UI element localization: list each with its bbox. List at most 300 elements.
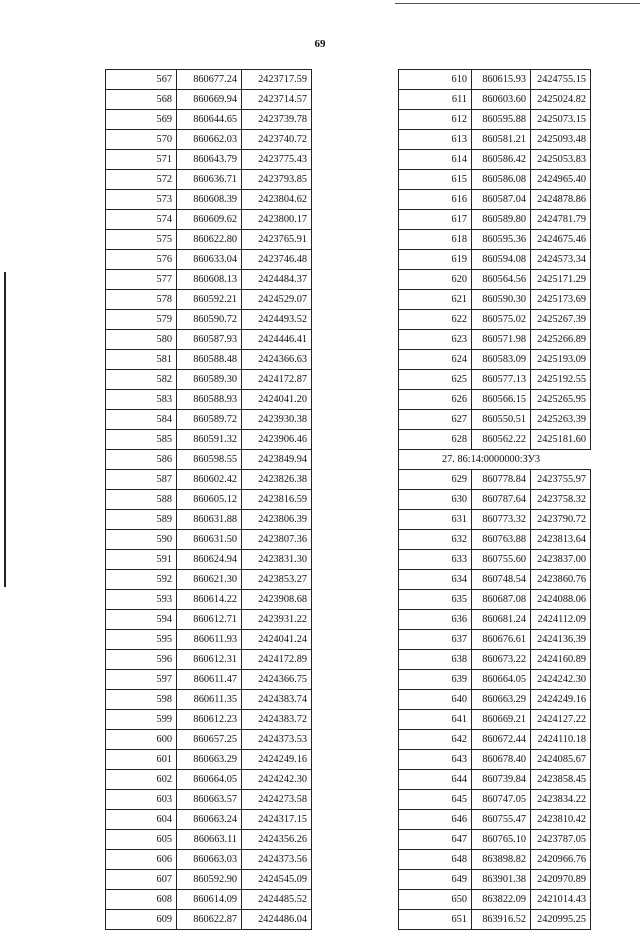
x-coordinate-cell: 860673.22 (472, 650, 531, 670)
x-coordinate-cell: 860636.71 (177, 170, 242, 190)
table-row (106, 730, 312, 750)
header-rule (395, 3, 640, 4)
point-number-cell: 629 (399, 470, 472, 490)
x-coordinate-cell: 860608.39 (177, 190, 242, 210)
y-coordinate-cell: 2423816.59 (242, 490, 312, 510)
table-row (399, 170, 591, 190)
table-row (106, 290, 312, 310)
x-coordinate-cell: 860586.08 (472, 170, 531, 190)
x-coordinate-cell: 860589.80 (472, 210, 531, 230)
x-coordinate-cell: 860681.24 (472, 610, 531, 630)
y-coordinate-cell: 2424127.22 (531, 710, 591, 730)
point-number-cell: 624 (399, 350, 472, 370)
y-coordinate-cell: 2423790.72 (531, 510, 591, 530)
table-row (106, 830, 312, 850)
point-number-cell: 633 (399, 550, 472, 570)
y-coordinate-cell: 2424755.15 (531, 70, 591, 90)
point-number-cell: 584 (106, 410, 177, 430)
point-number-cell: 574 (106, 210, 177, 230)
x-coordinate-cell: 860644.65 (177, 110, 242, 130)
x-coordinate-cell: 860583.09 (472, 350, 531, 370)
y-coordinate-cell: 2425024.82 (531, 90, 591, 110)
table-row (399, 270, 591, 290)
y-coordinate-cell: 2423739.78 (242, 110, 312, 130)
y-coordinate-cell: 2423714.57 (242, 90, 312, 110)
y-coordinate-cell: 2425267.39 (531, 310, 591, 330)
y-coordinate-cell: 2424242.30 (242, 770, 312, 790)
y-coordinate-cell: 2424136.39 (531, 630, 591, 650)
x-coordinate-cell: 860663.57 (177, 790, 242, 810)
x-coordinate-cell: 860588.93 (177, 390, 242, 410)
point-number-cell: 648 (399, 850, 472, 870)
x-coordinate-cell: 860687.08 (472, 590, 531, 610)
x-coordinate-cell: 860778.84 (472, 470, 531, 490)
table-row (399, 250, 591, 270)
x-coordinate-cell: 860602.42 (177, 470, 242, 490)
x-coordinate-cell: 860595.88 (472, 110, 531, 130)
section-label: 27. 86:14:0000000:ЗУ3 (399, 450, 591, 470)
point-number-cell: 576 (106, 250, 177, 270)
point-number-cell: 597 (106, 670, 177, 690)
x-coordinate-cell: 860676.61 (472, 630, 531, 650)
x-coordinate-cell: 860755.60 (472, 550, 531, 570)
table-row (399, 750, 591, 770)
point-number-cell: 646 (399, 810, 472, 830)
y-coordinate-cell: 2423906.46 (242, 430, 312, 450)
point-number-cell: 578 (106, 290, 177, 310)
y-coordinate-cell: 2423804.62 (242, 190, 312, 210)
y-coordinate-cell: 2424273.58 (242, 790, 312, 810)
point-number-cell: 615 (399, 170, 472, 190)
y-coordinate-cell: 2423853.27 (242, 570, 312, 590)
y-coordinate-cell: 2423740.72 (242, 130, 312, 150)
table-row (106, 110, 312, 130)
y-coordinate-cell: 2424242.30 (531, 670, 591, 690)
y-coordinate-cell: 2424675.46 (531, 230, 591, 250)
point-number-cell: 587 (106, 470, 177, 490)
coordinates-table-left-body (106, 70, 312, 930)
x-coordinate-cell: 860678.40 (472, 750, 531, 770)
section-header-row (399, 450, 591, 470)
point-number-cell: 636 (399, 610, 472, 630)
point-number-cell: 601 (106, 750, 177, 770)
table-row (106, 850, 312, 870)
x-coordinate-cell: 860624.94 (177, 550, 242, 570)
point-number-cell: 631 (399, 510, 472, 530)
y-coordinate-cell: 2424373.53 (242, 730, 312, 750)
y-coordinate-cell: 2425263.39 (531, 410, 591, 430)
point-number-cell: 589 (106, 510, 177, 530)
point-number-cell: 651 (399, 910, 472, 930)
table-row (106, 350, 312, 370)
x-coordinate-cell: 860611.93 (177, 630, 242, 650)
y-coordinate-cell: 2423931.22 (242, 610, 312, 630)
y-coordinate-cell: 2423837.00 (531, 550, 591, 570)
point-number-cell: 643 (399, 750, 472, 770)
point-number-cell: 611 (399, 90, 472, 110)
point-number-cell: 612 (399, 110, 472, 130)
table-row (399, 830, 591, 850)
table-row (399, 330, 591, 350)
table-row (399, 350, 591, 370)
point-number-cell: 581 (106, 350, 177, 370)
x-coordinate-cell: 860592.21 (177, 290, 242, 310)
margin-mark (4, 272, 6, 587)
y-coordinate-cell: 2423758.32 (531, 490, 591, 510)
x-coordinate-cell: 860612.31 (177, 650, 242, 670)
point-number-cell: 568 (106, 90, 177, 110)
table-row (106, 790, 312, 810)
table-row (106, 610, 312, 630)
x-coordinate-cell: 860669.94 (177, 90, 242, 110)
table-row (106, 690, 312, 710)
y-coordinate-cell: 2423746.48 (242, 250, 312, 270)
point-number-cell: 649 (399, 870, 472, 890)
y-coordinate-cell: 2425265.95 (531, 390, 591, 410)
table-row (106, 890, 312, 910)
table-row (106, 270, 312, 290)
table-row (399, 690, 591, 710)
y-coordinate-cell: 2424373.56 (242, 850, 312, 870)
x-coordinate-cell: 860631.88 (177, 510, 242, 530)
y-coordinate-cell: 2423765.91 (242, 230, 312, 250)
table-row (399, 530, 591, 550)
y-coordinate-cell: 2424485.52 (242, 890, 312, 910)
point-number-cell: 595 (106, 630, 177, 650)
point-number-cell: 622 (399, 310, 472, 330)
y-coordinate-cell: 2425093.48 (531, 130, 591, 150)
table-row (399, 870, 591, 890)
point-number-cell: 593 (106, 590, 177, 610)
table-row (399, 610, 591, 630)
point-number-cell: 580 (106, 330, 177, 350)
x-coordinate-cell: 860611.35 (177, 690, 242, 710)
point-number-cell: 647 (399, 830, 472, 850)
y-coordinate-cell: 2425266.89 (531, 330, 591, 350)
y-coordinate-cell: 2424172.89 (242, 650, 312, 670)
y-coordinate-cell: 2424356.26 (242, 830, 312, 850)
y-coordinate-cell: 2420966.76 (531, 850, 591, 870)
coordinates-table-left (105, 69, 312, 930)
table-row (399, 810, 591, 830)
table-row (399, 730, 591, 750)
table-row (399, 70, 591, 90)
table-row (106, 870, 312, 890)
x-coordinate-cell: 860677.24 (177, 70, 242, 90)
table-row (399, 670, 591, 690)
x-coordinate-cell: 860765.10 (472, 830, 531, 850)
x-coordinate-cell: 860571.98 (472, 330, 531, 350)
x-coordinate-cell: 860598.55 (177, 450, 242, 470)
point-number-cell: 607 (106, 870, 177, 890)
y-coordinate-cell: 2424085.67 (531, 750, 591, 770)
x-coordinate-cell: 860564.56 (472, 270, 531, 290)
x-coordinate-cell: 863822.09 (472, 890, 531, 910)
y-coordinate-cell: 2424112.09 (531, 610, 591, 630)
y-coordinate-cell: 2423775.43 (242, 150, 312, 170)
table-row (106, 210, 312, 230)
point-number-cell: 626 (399, 390, 472, 410)
point-number-cell: 572 (106, 170, 177, 190)
point-number-cell: 614 (399, 150, 472, 170)
x-coordinate-cell: 860663.03 (177, 850, 242, 870)
y-coordinate-cell: 2424446.41 (242, 330, 312, 350)
y-coordinate-cell: 2423800.17 (242, 210, 312, 230)
x-coordinate-cell: 860589.30 (177, 370, 242, 390)
table-row (106, 750, 312, 770)
y-coordinate-cell: 2423908.68 (242, 590, 312, 610)
table-row (399, 770, 591, 790)
y-coordinate-cell: 2425192.55 (531, 370, 591, 390)
point-number-cell: 608 (106, 890, 177, 910)
table-row (399, 590, 591, 610)
x-coordinate-cell: 863901.38 (472, 870, 531, 890)
y-coordinate-cell: 2425053.83 (531, 150, 591, 170)
x-coordinate-cell: 860615.93 (472, 70, 531, 90)
table-row (106, 590, 312, 610)
y-coordinate-cell: 2424088.06 (531, 590, 591, 610)
table-row (399, 110, 591, 130)
point-number-cell: 592 (106, 570, 177, 590)
y-coordinate-cell: 2423813.64 (531, 530, 591, 550)
x-coordinate-cell: 860605.12 (177, 490, 242, 510)
x-coordinate-cell: 860657.25 (177, 730, 242, 750)
table-row (106, 630, 312, 650)
x-coordinate-cell: 860669.21 (472, 710, 531, 730)
table-row (399, 430, 591, 450)
table-row (106, 370, 312, 390)
y-coordinate-cell: 2423849.94 (242, 450, 312, 470)
point-number-cell: 606 (106, 850, 177, 870)
point-number-cell: 575 (106, 230, 177, 250)
y-coordinate-cell: 2423834.22 (531, 790, 591, 810)
x-coordinate-cell: 860614.09 (177, 890, 242, 910)
coordinates-table-right-body (399, 70, 591, 930)
y-coordinate-cell: 2424317.15 (242, 810, 312, 830)
x-coordinate-cell: 860663.29 (472, 690, 531, 710)
table-row (106, 570, 312, 590)
y-coordinate-cell: 2424383.72 (242, 710, 312, 730)
table-row (106, 470, 312, 490)
table-row (106, 90, 312, 110)
x-coordinate-cell: 860592.90 (177, 870, 242, 890)
x-coordinate-cell: 860562.22 (472, 430, 531, 450)
table-row (106, 150, 312, 170)
point-number-cell: 598 (106, 690, 177, 710)
point-number-cell: 604 (106, 810, 177, 830)
point-number-cell: 602 (106, 770, 177, 790)
table-row (106, 650, 312, 670)
x-coordinate-cell: 860594.08 (472, 250, 531, 270)
table-row (106, 410, 312, 430)
x-coordinate-cell: 863916.52 (472, 910, 531, 930)
table-row (106, 550, 312, 570)
x-coordinate-cell: 860566.15 (472, 390, 531, 410)
point-number-cell: 619 (399, 250, 472, 270)
y-coordinate-cell: 2423787.05 (531, 830, 591, 850)
x-coordinate-cell: 860611.47 (177, 670, 242, 690)
x-coordinate-cell: 860608.13 (177, 270, 242, 290)
x-coordinate-cell: 860591.32 (177, 430, 242, 450)
x-coordinate-cell: 860614.22 (177, 590, 242, 610)
coordinates-table-right (398, 69, 591, 930)
point-number-cell: 609 (106, 910, 177, 930)
y-coordinate-cell: 2420970.89 (531, 870, 591, 890)
point-number-cell: 637 (399, 630, 472, 650)
x-coordinate-cell: 860590.72 (177, 310, 242, 330)
y-coordinate-cell: 2424529.07 (242, 290, 312, 310)
y-coordinate-cell: 2424573.34 (531, 250, 591, 270)
y-coordinate-cell: 2423717.59 (242, 70, 312, 90)
point-number-cell: 628 (399, 430, 472, 450)
point-number-cell: 596 (106, 650, 177, 670)
y-coordinate-cell: 2424366.63 (242, 350, 312, 370)
table-row (106, 710, 312, 730)
point-number-cell: 610 (399, 70, 472, 90)
point-number-cell: 583 (106, 390, 177, 410)
x-coordinate-cell: 860663.24 (177, 810, 242, 830)
y-coordinate-cell: 2424545.09 (242, 870, 312, 890)
table-row (106, 250, 312, 270)
y-coordinate-cell: 2424484.37 (242, 270, 312, 290)
y-coordinate-cell: 2423793.85 (242, 170, 312, 190)
point-number-cell: 600 (106, 730, 177, 750)
table-row (106, 170, 312, 190)
x-coordinate-cell: 860664.05 (472, 670, 531, 690)
table-row (106, 130, 312, 150)
table-row (399, 710, 591, 730)
table-row (399, 390, 591, 410)
point-number-cell: 603 (106, 790, 177, 810)
point-number-cell: 644 (399, 770, 472, 790)
point-number-cell: 590 (106, 530, 177, 550)
table-row (106, 190, 312, 210)
point-number-cell: 586 (106, 450, 177, 470)
point-number-cell: 621 (399, 290, 472, 310)
x-coordinate-cell: 860587.04 (472, 190, 531, 210)
y-coordinate-cell: 2420995.25 (531, 910, 591, 930)
y-coordinate-cell: 2423858.45 (531, 770, 591, 790)
table-row (106, 530, 312, 550)
x-coordinate-cell: 860633.04 (177, 250, 242, 270)
x-coordinate-cell: 860603.60 (472, 90, 531, 110)
y-coordinate-cell: 2424249.16 (242, 750, 312, 770)
table-row (399, 310, 591, 330)
point-number-cell: 630 (399, 490, 472, 510)
table-row (106, 70, 312, 90)
x-coordinate-cell: 860612.71 (177, 610, 242, 630)
point-number-cell: 577 (106, 270, 177, 290)
point-number-cell: 627 (399, 410, 472, 430)
point-number-cell: 588 (106, 490, 177, 510)
y-coordinate-cell: 2423831.30 (242, 550, 312, 570)
x-coordinate-cell: 860622.87 (177, 910, 242, 930)
table-row (399, 150, 591, 170)
x-coordinate-cell: 860581.21 (472, 130, 531, 150)
y-coordinate-cell: 2424041.20 (242, 390, 312, 410)
table-row (399, 490, 591, 510)
point-number-cell: 620 (399, 270, 472, 290)
x-coordinate-cell: 860609.62 (177, 210, 242, 230)
table-row (106, 910, 312, 930)
table-row (399, 190, 591, 210)
table-row (399, 570, 591, 590)
point-number-cell: 650 (399, 890, 472, 910)
point-number-cell: 623 (399, 330, 472, 350)
point-number-cell: 585 (106, 430, 177, 450)
y-coordinate-cell: 2423826.38 (242, 470, 312, 490)
x-coordinate-cell: 860631.50 (177, 530, 242, 550)
x-coordinate-cell: 860755.47 (472, 810, 531, 830)
y-coordinate-cell: 2423930.38 (242, 410, 312, 430)
y-coordinate-cell: 2425171.29 (531, 270, 591, 290)
y-coordinate-cell: 2424493.52 (242, 310, 312, 330)
x-coordinate-cell: 860577.13 (472, 370, 531, 390)
x-coordinate-cell: 860612.23 (177, 710, 242, 730)
point-number-cell: 625 (399, 370, 472, 390)
table-row (106, 310, 312, 330)
point-number-cell: 635 (399, 590, 472, 610)
point-number-cell: 638 (399, 650, 472, 670)
table-row (399, 650, 591, 670)
table-row (106, 450, 312, 470)
x-coordinate-cell: 860663.11 (177, 830, 242, 850)
y-coordinate-cell: 2424965.40 (531, 170, 591, 190)
y-coordinate-cell: 2424172.87 (242, 370, 312, 390)
point-number-cell: 599 (106, 710, 177, 730)
y-coordinate-cell: 2423806.39 (242, 510, 312, 530)
point-number-cell: 616 (399, 190, 472, 210)
table-row (399, 890, 591, 910)
x-coordinate-cell: 860662.03 (177, 130, 242, 150)
table-row (399, 510, 591, 530)
point-number-cell: 618 (399, 230, 472, 250)
x-coordinate-cell: 860589.72 (177, 410, 242, 430)
x-coordinate-cell: 860672.44 (472, 730, 531, 750)
table-row (399, 370, 591, 390)
point-number-cell: 645 (399, 790, 472, 810)
y-coordinate-cell: 2423860.76 (531, 570, 591, 590)
y-coordinate-cell: 2424878.86 (531, 190, 591, 210)
table-row (106, 230, 312, 250)
table-row (399, 130, 591, 150)
y-coordinate-cell: 2424781.79 (531, 210, 591, 230)
x-coordinate-cell: 860643.79 (177, 150, 242, 170)
point-number-cell: 591 (106, 550, 177, 570)
y-coordinate-cell: 2425181.60 (531, 430, 591, 450)
y-coordinate-cell: 2424383.74 (242, 690, 312, 710)
table-row (399, 630, 591, 650)
point-number-cell: 569 (106, 110, 177, 130)
table-row (399, 90, 591, 110)
table-row (106, 670, 312, 690)
x-coordinate-cell: 860663.29 (177, 750, 242, 770)
x-coordinate-cell: 860590.30 (472, 290, 531, 310)
y-coordinate-cell: 2425193.09 (531, 350, 591, 370)
table-row (399, 210, 591, 230)
y-coordinate-cell: 2425073.15 (531, 110, 591, 130)
point-number-cell: 617 (399, 210, 472, 230)
x-coordinate-cell: 863898.82 (472, 850, 531, 870)
table-row (399, 850, 591, 870)
x-coordinate-cell: 860787.64 (472, 490, 531, 510)
y-coordinate-cell: 2424366.75 (242, 670, 312, 690)
x-coordinate-cell: 860588.48 (177, 350, 242, 370)
point-number-cell: 570 (106, 130, 177, 150)
table-row (106, 510, 312, 530)
x-coordinate-cell: 860622.80 (177, 230, 242, 250)
point-number-cell: 567 (106, 70, 177, 90)
